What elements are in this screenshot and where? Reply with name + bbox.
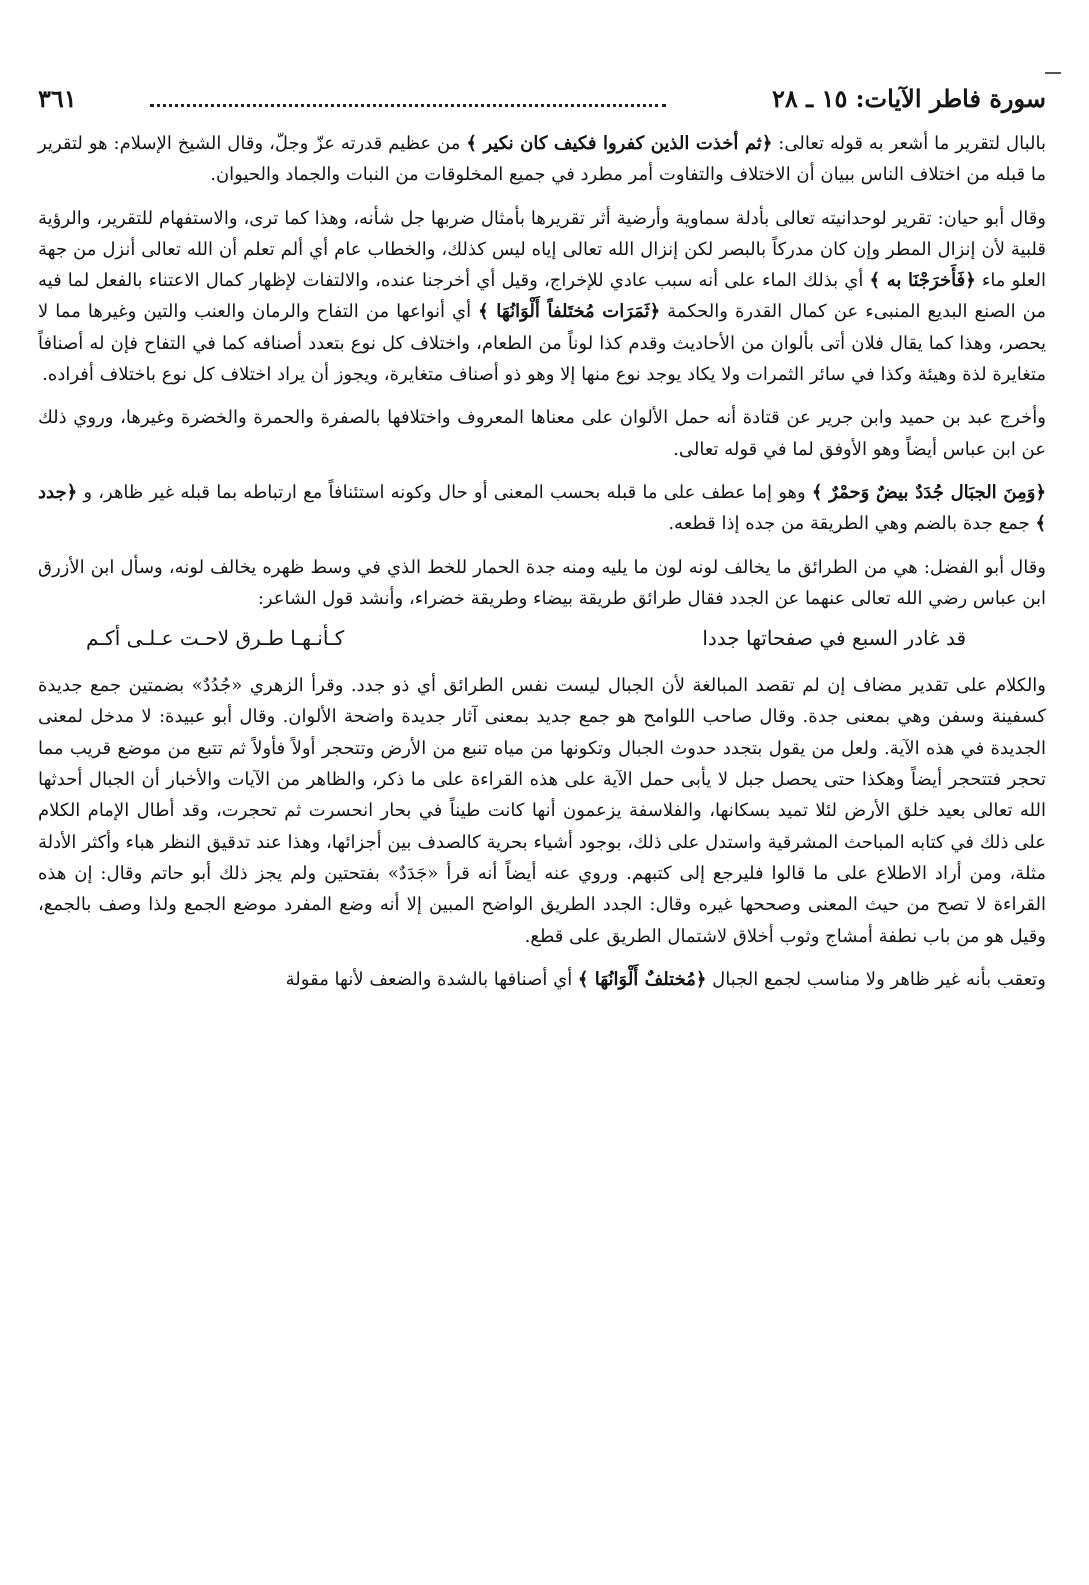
text-run: جمع جدة بالضم وهي الطريقة من جده إذا قطعه.: [668, 513, 1036, 535]
paragraph-1: [38, 128, 1046, 191]
text-run: أي بذلك الماء على أنه سبب عادي للإخراج، وقيل أي أخرجنا عنده، والالتفات لإظهار كمال الاعتناء بالفعل لما فيه من الصنع البديع المنبىء عن كمال القدرة والحكمة: [38, 270, 1046, 323]
quran-quote: ﴿ثم أخذت الذين كفروا فكيف كان نكير ﴾: [466, 133, 773, 154]
text-run: من عظيم قدرته عزّ وجلّ، وقال الشيخ الإسلام: هو لتقرير ما قبله من اختلاف الناس ببيان أن الاختلاف والتفاوت أمر مطرد في جميع المخلوقات من النبات والجماد والحيوان.: [38, 133, 1046, 186]
text-run: أي أنواعها من التفاح والرمان والعنب والتين وغيرها مما لا يحصر، وهذا كما يقال فلان أتى بألوان من الأحاديث وقدم كذا لوناً من الطعام، واختلاف كل نوع بتعدد أصنافه كما في التفاح فإن له أصنافاً متغايرة لذة وهيئة وكذا في سائر الثمرات ولا يكاد يوجد نوع منها إلا وهو ذو أصناف متغايرة، ويجوز أن يراد اختلاف كل نوع باختلاف أفراده.: [38, 301, 1046, 386]
margin-mark: [1045, 72, 1061, 74]
verse-second-hemistich: كـأنـهـا طـرق لاحـت عـلـى أكـم: [86, 626, 345, 651]
book-page: [38, 66, 1046, 1566]
paragraph-3: وأخرج عبد بن حميد وابن جرير عن قتادة أنه حمل الألوان على معناها المعروف واختلافها بالصفرة والحمرة والخضرة وغيرها، وروي ذلك عن ابن عباس أيضاً وهو الأوفق لما في قوله تعالى.: [38, 407, 1046, 460]
text-run: بالبال لتقرير ما أشعر به قوله تعالى:: [772, 133, 1046, 154]
text-run: وهو إما عطف على ما قبله بحسب المعنى أو حال وكونه استئنافاً مع ارتباطه بما قبله غير ظاهر، و: [77, 481, 812, 503]
quran-quote: ﴿فَأَخرَجْنَا به ﴾: [869, 270, 976, 292]
paragraph-6: والكلام على تقدير مضاف إن لم تقصد المبالغة لأن الجبال ليست نفس الطرائق أي ذو جدد. وقرأ الزهري «جُدُدٌ» بضمتين جمع جديدة كسفينة وسفن وهي بمعنى جدة. وقال صاحب اللوامح هو جمع جديد بمعنى آثار جديدة واضحة الألوان. وقال أبو عبيدة: لا مدخل لمعنى الجديدة في هذه الآية. ولعل من يقول بتجدد حدوث الجبال وتكونها من مياه تنبع من الأرض وتتحجر أولاً فأولاً ثم تتبع من موضع قريب مما تحجر فتتحجر أيضاً وهكذا حتى يحصل جبل لا يأبى حمل الآية على هذه القراءة على ما ذكر، والظاهر من الآيات والأخبار أن الجبال أحدثها الله تعالى بعيد خلق الأرض لئلا تميد بسكانها، والفلاسفة يزعمون أنها كانت طيناً في بحار انحسرت ثم تحجرت، وقد أطال الإمام الكلام على ذلك في كتابه المباحث المشرقية واستدل على ذلك، بوجود أشياء بحرية كالصدف بين أجزائها، وهذا عند تدقيق النظر هباء وأكثر الأدلة مثلة، ومن أراد الاطلاع على ما قالوا فليرجع إلى كتبهم. وروي عنه أيضاً أنه قرأ «جَدَدٌ» بفتحتين ولم يجز ذلك أبو حاتم وقال: إن هذه القراءة لا تصح من حيث المعنى وصححها غيره وقال: الجدد الطريق الواضح المبين إلا أنه وضع المفرد موضع الجمع ولذا وصف بالجمع، وقيل هو من باب نطفة أمشاج وثوب أخلاق لاشتمال الطريق على قطع.: [38, 675, 1047, 947]
poetry-verse: [86, 626, 966, 650]
quran-quote: ﴿ثَمَرَات مُختَلفاً أَلْوَانُهَا ﴾: [478, 301, 661, 323]
text-run: وقال أبو حيان: تقرير لوحدانيته تعالى بأدلة سماوية وأرضية أثر تقريرها بأمثال ضربها جل شأنه، وهذا كما ترى، والاستفهام للتقرير، والرؤية قلبية لأن إنزال المطر وإن كان مدركاً بالبصر لكن إنزال الله تعالى إياه ليس كذلك، والخطاب عام أي ألم تعلم أن الله تعالى أنزل من جهة العلو ماء: [38, 207, 1046, 292]
verse-first-hemistich: قد غادر السبع في صفحاتها جددا: [702, 626, 966, 651]
paragraph-7: [38, 964, 1046, 995]
text-run: وتعقب بأنه غير ظاهر ولا مناسب لجمع الجبال: [706, 968, 1046, 990]
quran-quote: ﴿وَمِنَ الجبَال جُدَدٌ بيضٌ وَحمْرٌ ﴾: [811, 481, 1046, 503]
paragraph-2: [38, 203, 1046, 391]
paragraph-4: [38, 477, 1046, 540]
dotted-leader: [150, 104, 666, 107]
paragraph-5: وقال أبو الفضل: هي من الطرائق ما يخالف لونه لون ما يليه ومنه جدة الحمار للخط الذي في وسط ظهره يخالف لونه، وسأل ابن الأزرق ابن عباس رضي الله تعالى عنهما عن الجدد فقال طرائق طريقة بيضاء وطريقة خضراء، وأنشد قول الشاعر:: [38, 556, 1046, 609]
quran-quote: ﴿مُختلفٌ أَلْوَانُهَا ﴾: [577, 968, 707, 990]
running-title: سورة فاطر الآيات: ١٥ ـ ٢٨: [772, 84, 1046, 113]
page-number: ٣٦١: [38, 84, 77, 113]
quran-quote: ﴿جدد ﴾: [38, 481, 1046, 535]
text-run: أي أصنافها بالشدة والضعف لأنها مقولة: [285, 968, 578, 990]
page-header: [38, 66, 1046, 122]
